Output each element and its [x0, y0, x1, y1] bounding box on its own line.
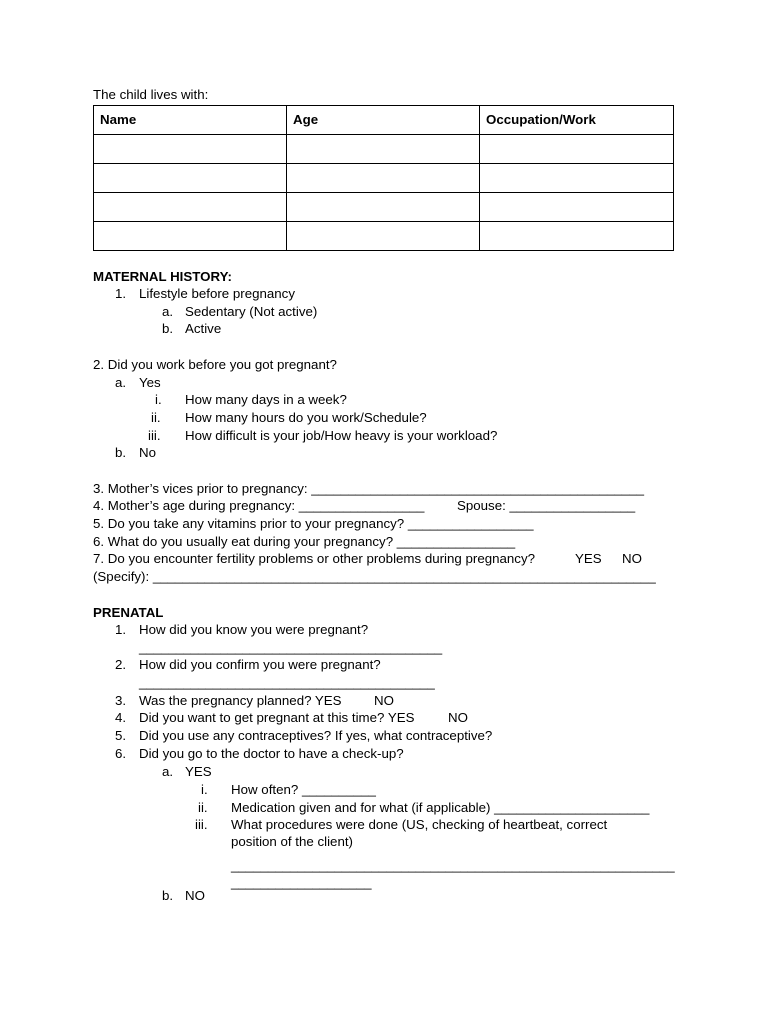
- header-occupation: Occupation/Work: [480, 106, 674, 135]
- q3-vices: 3. Mother’s vices prior to pregnancy: _____________________________________________: [93, 481, 645, 496]
- p4-text: Did you want to get pregnant at this time? YES: [139, 710, 415, 725]
- table-row: [94, 222, 674, 251]
- q7-fertility: 7. Do you encounter fertility problems or other problems during pregnancy?: [93, 551, 535, 566]
- q4-mother-age: 4. Mother’s age during pregnancy: _________________: [93, 498, 425, 513]
- q2-a-text: Yes: [139, 375, 161, 390]
- p1-answer-line: _________________________________________: [139, 640, 443, 655]
- p3-number: 3.: [115, 693, 127, 708]
- p1-text: How did you know you were pregnant?: [139, 622, 369, 637]
- q2-text: 2. Did you work before you got pregnant?: [93, 357, 337, 372]
- p6-number: 6.: [115, 746, 127, 761]
- q1-b-number: b.: [162, 321, 174, 336]
- table-cell[interactable]: [94, 164, 287, 193]
- p6-b-number: b.: [162, 888, 174, 903]
- q2-a-number: a.: [115, 375, 127, 390]
- table-cell[interactable]: [480, 164, 674, 193]
- table-cell[interactable]: [287, 222, 480, 251]
- q1-a-text: Sedentary (Not active): [185, 304, 318, 319]
- q2-i-text: How many days in a week?: [185, 392, 347, 407]
- p6-iii-number: iii.: [195, 817, 208, 832]
- table-cell[interactable]: [94, 135, 287, 164]
- table-row: [94, 135, 674, 164]
- p6-text: Did you go to the doctor to have a check-up?: [139, 746, 404, 761]
- q5-vitamins: 5. Do you take any vitamins prior to your pregnancy? _________________: [93, 516, 534, 531]
- table-header-row: [94, 106, 674, 135]
- q1-number: 1.: [115, 286, 127, 301]
- p6-a-text: YES: [185, 764, 212, 779]
- table-cell[interactable]: [94, 222, 287, 251]
- q2-iii-text: How difficult is your job/How heavy is your workload?: [185, 428, 498, 443]
- q7-specify: (Specify): ____________________________________________________________________: [93, 569, 656, 584]
- table-cell[interactable]: [480, 222, 674, 251]
- header-age: Age: [287, 106, 480, 135]
- q2-iii-number: iii.: [148, 428, 161, 443]
- p3-no-option[interactable]: NO: [374, 693, 394, 708]
- table-cell[interactable]: [480, 193, 674, 222]
- lives-with-table: [93, 105, 674, 251]
- p1-number: 1.: [115, 622, 127, 637]
- p2-text: How did you confirm you were pregnant?: [139, 657, 381, 672]
- maternal-history-heading: MATERNAL HISTORY:: [93, 269, 232, 284]
- p5-text: Did you use any contraceptives? If yes, what contraceptive?: [139, 728, 493, 743]
- table-cell[interactable]: [287, 193, 480, 222]
- p6-iii-continued: position of the client): [231, 834, 353, 849]
- p5-number: 5.: [115, 728, 127, 743]
- table-cell[interactable]: [287, 135, 480, 164]
- p6-ii-number: ii.: [198, 800, 208, 815]
- q2-i-number: i.: [155, 392, 162, 407]
- p6-i-number: i.: [201, 782, 208, 797]
- p6-a-number: a.: [162, 764, 174, 779]
- prenatal-heading: PRENATAL: [93, 605, 164, 620]
- q2-ii-text: How many hours do you work/Schedule?: [185, 410, 427, 425]
- p6-iii-answer-line-1: ____________________________________________________________: [231, 858, 675, 873]
- q2-b-number: b.: [115, 445, 127, 460]
- q6-diet: 6. What do you usually eat during your pregnancy? ________________: [93, 534, 516, 549]
- p3-text: Was the pregnancy planned? YES: [139, 693, 342, 708]
- p6-i-text: How often? __________: [231, 782, 376, 797]
- table-row: [94, 193, 674, 222]
- q1-a-number: a.: [162, 304, 174, 319]
- table-cell[interactable]: [94, 193, 287, 222]
- header-name: Name: [94, 106, 287, 135]
- q2-b-text: No: [139, 445, 156, 460]
- q7-no-option[interactable]: NO: [622, 551, 642, 566]
- p6-iii-answer-line-2: ___________________: [231, 875, 372, 890]
- p4-number: 4.: [115, 710, 127, 725]
- p2-answer-line: ________________________________________: [139, 675, 435, 690]
- p6-iii-text: What procedures were done (US, checking of heartbeat, correct: [231, 817, 608, 832]
- table-cell[interactable]: [287, 164, 480, 193]
- q1-b-text: Active: [185, 321, 222, 336]
- table-cell[interactable]: [480, 135, 674, 164]
- q7-yes-option[interactable]: YES: [575, 551, 602, 566]
- p6-b-text: NO: [185, 888, 205, 903]
- q1-text: Lifestyle before pregnancy: [139, 286, 295, 301]
- lives-with-caption: The child lives with:: [93, 87, 209, 102]
- table-row: [94, 164, 674, 193]
- q2-ii-number: ii.: [151, 410, 161, 425]
- p6-ii-text: Medication given and for what (if applicable) _____________________: [231, 800, 650, 815]
- p2-number: 2.: [115, 657, 127, 672]
- p4-no-option[interactable]: NO: [448, 710, 468, 725]
- q4-spouse-age: Spouse: _________________: [457, 498, 636, 513]
